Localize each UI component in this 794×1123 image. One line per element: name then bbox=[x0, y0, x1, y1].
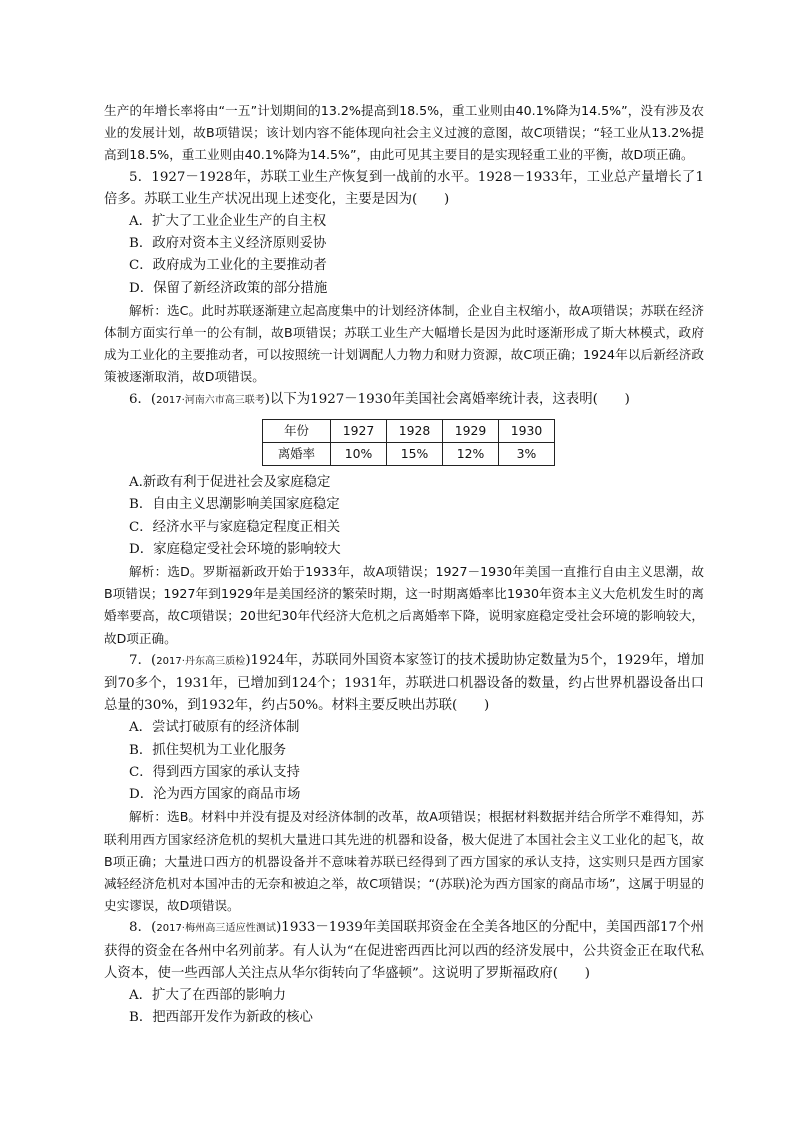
table-cell: 12% bbox=[443, 443, 499, 466]
question-analysis: 解析：选D。罗斯福新政开始于1933年，故A项错误；1927－1930年美国一直推行自由主义思潮，故B项错误；1927年到1929年是美国经济的繁荣时期，这一时期离婚率比1930年资本主义大危机发生时的离婚率要高，故C项错误；20世纪30年代经济大危机之后离婚率下降，说明家庭稳定受社会环境的影响较大，故D项正确。 bbox=[104, 564, 704, 646]
option-b: B．自由主义思潮影响美国家庭稳定 bbox=[129, 497, 340, 513]
question-number: 7．( bbox=[129, 652, 157, 668]
option-c: C．政府成为工业化的主要推动者 bbox=[129, 258, 327, 274]
question-stem bbox=[104, 650, 704, 718]
question-stem bbox=[104, 917, 704, 985]
question-analysis: 解析：选B。材料中并没有提及对经济体制的改革，故A项错误；根据材料数据并结合所学不难得知，苏联利用西方国家经济危机的契机大量进口其先进的机器和设备，极大促进了本国社会主义工业化的起飞，故B项正确；大量进口西方的机器设备并不意味着苏联已经得到了西方国家的承认支持，这实则只是西方国家减轻经济危机对本国冲击的无奈和被迫之举，故C项错误；“(苏联)沦为西方国家的商品市场”，这属于明显的史实谬误，故D项错误。 bbox=[104, 809, 704, 914]
table-cell: 1930 bbox=[499, 419, 555, 442]
option-d: D．家庭稳定受社会环境的影响较大 bbox=[129, 541, 341, 557]
table-cell: 年份 bbox=[263, 419, 331, 442]
option-a: A．扩大了在西部的影响力 bbox=[129, 987, 286, 1003]
question-source: 2017·梅州高三适应性测试 bbox=[156, 923, 277, 935]
option-d: D．沦为西方国家的商品市场 bbox=[129, 787, 301, 803]
question-5 bbox=[104, 167, 704, 389]
option-a: A．尝试打破原有的经济体制 bbox=[129, 720, 300, 736]
question-analysis: 解析：选C。此时苏联逐渐建立起高度集中的计划经济体制，企业自主权缩小，故A项错误；苏联在经济体制方面实行单一的公有制，故B项错误；苏联工业生产大幅增长是因为此时逐渐形成了斯大林模式，政府成为工业化的主要推动者，可以按照统一计划调配人力物力和财力资源，故C项正确；1924年以后新经济政策被逐渐取消，故D项错误。 bbox=[104, 302, 704, 385]
option-b: B．政府对资本主义经济原则妥协 bbox=[129, 236, 327, 252]
previous-question-analysis: 生产的年增长率将由“一五”计划期间的13.2%提高到18.5%，重工业则由40.1%降为14.5%”，没有涉及农业的发展计划，故B项错误；该计划内容不能体现向社会主义过渡的意图，故C项错误；“轻工业从13.2%提高到18.5%，重工业则由40.1%降为14.5%”，由此可见其主要目的是实现轻重工业的平衡，故D项正确。 bbox=[104, 103, 704, 163]
option-c: C．经济水平与家庭稳定程度正相关 bbox=[129, 519, 341, 535]
table-header-row bbox=[263, 419, 555, 442]
divorce-rate-table bbox=[262, 419, 555, 466]
table-cell: 1927 bbox=[331, 419, 387, 442]
option-b: B．抓住契机为工业化服务 bbox=[129, 742, 287, 758]
table-cell: 3% bbox=[499, 443, 555, 466]
option-a: A．扩大了工业企业生产的自主权 bbox=[129, 214, 327, 230]
question-source: 2017·丹东高三质检 bbox=[156, 655, 246, 667]
table-row bbox=[263, 443, 555, 466]
question-source: 2017·河南六市高三联考 bbox=[156, 394, 265, 406]
option-a: A.新政有利于促进社会及家庭稳定 bbox=[129, 475, 331, 491]
document-page bbox=[104, 100, 704, 1029]
question-text: )1924年，苏联同外国资本家签订的技术援助协定数量为5个，1929年，增加到70多个，1931年，已增加到124个；1931年，苏联进口机器设备的数量，约占世界机器设备出口总量的30%，到1932年，约占50%。材料主要反映出苏联( ) bbox=[104, 652, 704, 714]
question-stem bbox=[104, 389, 704, 412]
table-cell: 1928 bbox=[387, 419, 443, 442]
option-b: B．把西部开发作为新政的核心 bbox=[129, 1010, 313, 1026]
question-6 bbox=[104, 389, 704, 650]
question-text: )以下为1927－1930年美国社会离婚率统计表，这表明( ) bbox=[264, 391, 630, 407]
table-cell: 15% bbox=[387, 443, 443, 466]
question-number: 8．( bbox=[129, 920, 157, 936]
question-stem: 5．1927－1928年，苏联工业生产恢复到一战前的水平。1928－1933年，工业总产量增长了1倍多。苏联工业生产状况出现上述变化，主要是因为( ) bbox=[104, 169, 704, 207]
question-7 bbox=[104, 650, 704, 917]
option-d: D．保留了新经济政策的部分措施 bbox=[129, 280, 328, 296]
table-cell: 10% bbox=[331, 443, 387, 466]
question-text: )1933－1939年美国联邦资金在全美各地区的分配中，美国西部17个州获得的资金在各州中名列前茅。有人认为“在促进密西西比河以西的经济发展中，公共资金正在取代私人资本，使一些西部人关注点从华尔街转向了华盛顿”。这说明了罗斯福政府( ) bbox=[104, 920, 704, 981]
question-8 bbox=[104, 917, 704, 1029]
table-cell: 1929 bbox=[443, 419, 499, 442]
option-c: C．得到西方国家的承认支持 bbox=[129, 764, 300, 780]
question-number: 6．( bbox=[129, 391, 157, 407]
table-cell: 离婚率 bbox=[263, 443, 331, 466]
